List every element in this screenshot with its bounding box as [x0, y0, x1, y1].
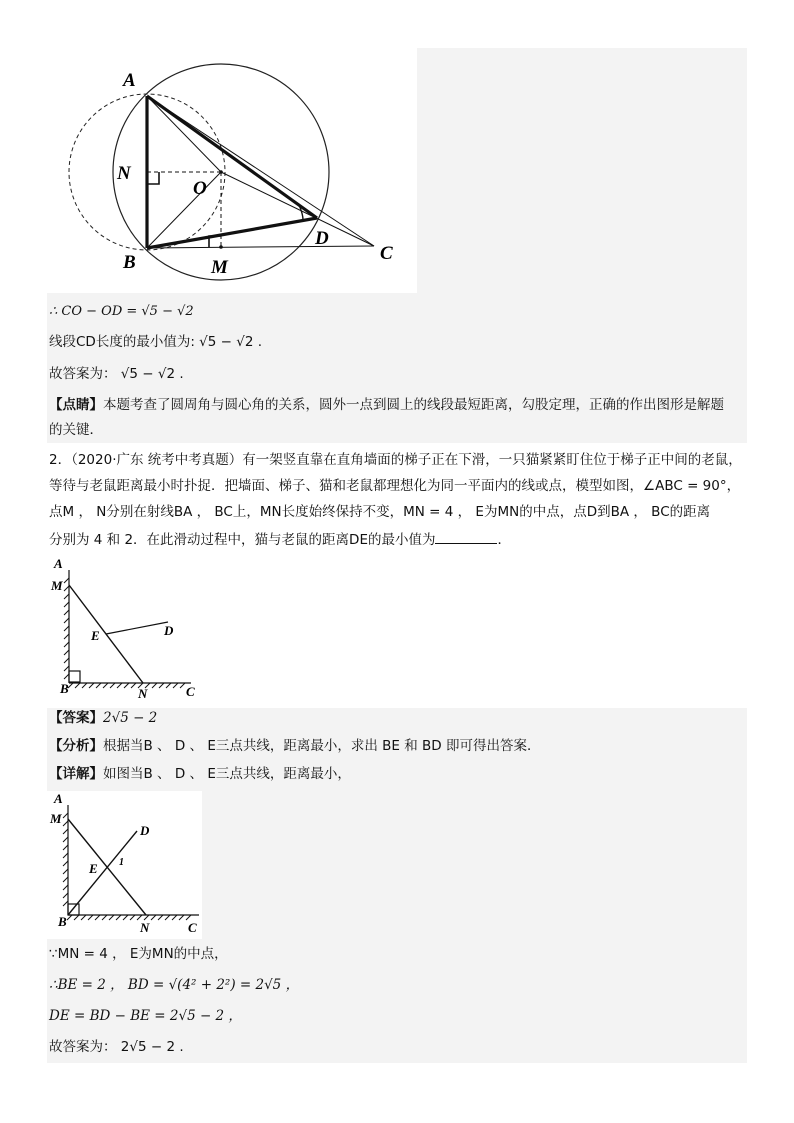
fig3-label-b: B: [58, 914, 67, 929]
answer-tag: 【答案】: [49, 710, 103, 726]
label-d: D: [315, 228, 329, 249]
label-n: N: [117, 163, 131, 184]
floor-hatch-3: [67, 915, 191, 920]
label-a: A: [123, 70, 136, 91]
problem2-line-3: 点M ， N分别在射线BA ， BC上，MN长度始终保持不变，MN = 4 ， E为MN的中点，点D到BA ， BC的距离: [49, 504, 711, 520]
right-angle-b: [69, 671, 80, 682]
ladder-svg: [47, 556, 207, 702]
detail-line: [49, 764, 351, 784]
ladder-solution-svg: [47, 791, 202, 939]
label-b: B: [123, 252, 136, 273]
problem2-line-2: 等待与老鼠距离最小时扑捉．把墙面、梯子、猫和老鼠都理想化为同一平面内的线或点，模型如图，∠ABC = 90°，: [49, 478, 741, 494]
fig2-label-b: B: [60, 681, 69, 696]
comment-text-1: 本题考查了圆周角与圆心角的关系，圆外一点到圆上的线段最短距离，勾股定理，正确的作出图形是解题: [103, 397, 724, 413]
fig2-label-n: N: [138, 686, 148, 701]
solution-line-3: 故答案为： √5 − √2 .: [49, 366, 184, 382]
analysis-text: 根据当B 、 D 、 E三点共线，距离最小，求出 BE 和 BD 即可得出答案．: [103, 738, 541, 754]
right-angle-n: [147, 172, 159, 184]
fig3-label-d: D: [140, 823, 150, 838]
problem2-line-1: 2．（2020·广东 统考中考真题）有一架竖直靠在直角墙面的梯子正在下滑，一只猫紧紧盯住位于梯子正中间的老鼠，: [49, 452, 742, 468]
step-line-1: ∵MN = 4 ， E为MN的中点，: [49, 946, 228, 962]
fig2-label-e: E: [91, 628, 100, 643]
figure-circle-diagram: [47, 48, 417, 293]
comment-line-2: 的关键．: [49, 422, 103, 438]
point-o: [219, 170, 223, 174]
step-line-4: 故答案为： 2√5 − 2 .: [49, 1039, 184, 1055]
segment-ac: [147, 96, 374, 246]
wall-hatch-3: [63, 813, 68, 906]
segment-oc: [221, 172, 374, 246]
fig3-label-e: E: [89, 861, 98, 876]
segment-ad: [147, 96, 317, 218]
answer-value: 2√5 − 2: [103, 710, 158, 726]
detail-tag: 【详解】: [49, 766, 103, 782]
figure-ladder-solution: [47, 791, 202, 939]
solution-line-2: 线段CD长度的最小值为: √5 − √2 .: [49, 334, 263, 350]
analysis-line: [49, 736, 540, 756]
detail-text: 如图当B 、 D 、 E三点共线，距离最小，: [103, 766, 351, 782]
fig2-label-c: C: [186, 684, 195, 699]
circle-diagram-svg: [47, 48, 417, 293]
fig2-label-m: M: [51, 578, 63, 593]
segment-bd-3: [68, 831, 137, 915]
segment-bc: [147, 246, 374, 248]
answer-line: [49, 708, 157, 728]
problem2-line-4: [49, 529, 511, 550]
problem2-line-4-end: ．: [497, 532, 511, 548]
solution-line-1: ∴ CO − OD = √5 − √2: [49, 304, 194, 319]
segment-oa: [147, 96, 221, 172]
label-c: C: [380, 243, 393, 264]
floor-hatch: [68, 683, 185, 688]
fig3-label-c: C: [188, 920, 197, 935]
fig3-label-a: A: [54, 791, 63, 806]
comment-line-1: [49, 395, 724, 415]
fig3-label-n: N: [140, 920, 150, 935]
point-m: [219, 245, 223, 249]
label-m: M: [211, 257, 228, 278]
fig2-label-a: A: [54, 556, 63, 571]
answer-blank: [435, 529, 497, 544]
wall-hatch: [64, 578, 69, 679]
figure-ladder: [47, 556, 207, 702]
comment-tag: 【点睛】: [49, 397, 103, 413]
fig3-label-one: 1: [119, 857, 124, 868]
analysis-tag: 【分析】: [49, 738, 103, 754]
label-o: O: [193, 178, 207, 199]
step-line-2: ∴BE = 2 ， BD = √(4² + 2²) = 2√5 ，: [49, 977, 300, 993]
segment-ed: [106, 622, 168, 634]
fig2-label-d: D: [164, 623, 174, 638]
step-line-3: DE = BD − BE = 2√5 − 2 ，: [49, 1008, 242, 1024]
problem2-line-4-text: 分别为 4 和 2．在此滑动过程中，猫与老鼠的距离DE的最小值为: [49, 532, 436, 548]
fig3-label-m: M: [50, 811, 62, 826]
